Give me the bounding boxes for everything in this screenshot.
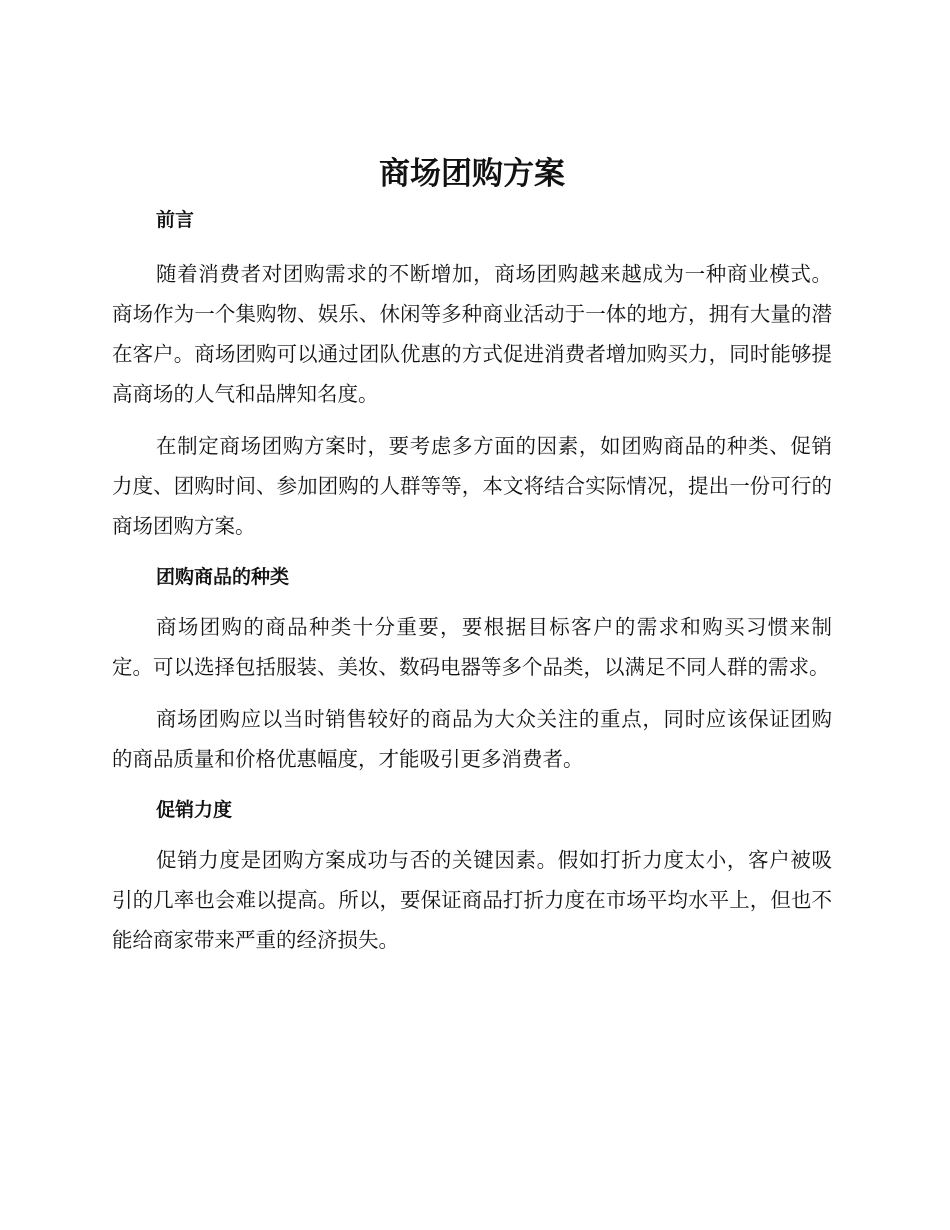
paragraph: 商场团购的商品种类十分重要，要根据目标客户的需求和购买习惯来制定。可以选择包括服装、美妆、数码电器等多个品类，以满足不同人群的需求。 — [112, 615, 832, 679]
paragraph: 在制定商场团购方案时，要考虑多方面的因素，如团购商品的种类、促销力度、团购时间、参加团购的人群等等，本文将结合实际情况，提出一份可行的商场团购方案。 — [112, 434, 832, 538]
section-preface — [112, 202, 832, 546]
paragraph: 商场团购应以当时销售较好的商品为大众关注的重点，同时应该保证团购的商品质量和价格优惠幅度，才能吸引更多消费者。 — [112, 707, 832, 771]
document-title: 商场团购方案 — [379, 156, 565, 192]
section-heading: 前言 — [156, 209, 195, 231]
document-body — [112, 148, 832, 960]
section-product-categories — [112, 559, 832, 779]
paragraph: 随着消费者对团购需求的不断增加，商场团购越来越成为一种商业模式。商场作为一个集购物、娱乐、休闲等多种商业活动于一体的地方，拥有大量的潜在客户。商场团购可以通过团队优惠的方式促进消费者增加购买力，同时能够提高商场的人气和品牌知名度。 — [112, 262, 832, 406]
section-heading: 促销力度 — [156, 799, 233, 821]
section-heading: 团购商品的种类 — [156, 566, 290, 588]
section-promotion-strength — [112, 792, 832, 960]
paragraph: 促销力度是团购方案成功与否的关键因素。假如打折力度太小，客户被吸引的几率也会难以提高。所以，要保证商品打折力度在市场平均水平上，但也不能给商家带来严重的经济损失。 — [112, 848, 832, 952]
